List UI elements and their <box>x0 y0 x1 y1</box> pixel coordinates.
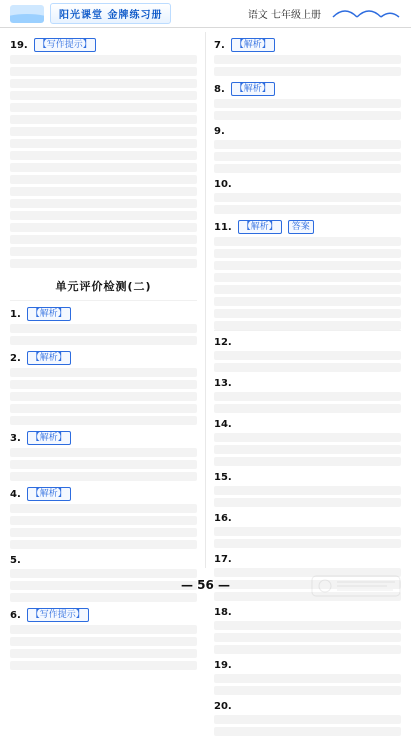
text-line <box>214 164 401 173</box>
answer-tag: 【解析】 <box>231 82 275 96</box>
right-q19-row <box>214 660 401 671</box>
text-line <box>10 460 197 469</box>
text-line <box>214 674 401 683</box>
text-line <box>10 404 197 413</box>
section-title: 单元评价检测(二) <box>55 280 152 293</box>
question-number: 8. <box>214 83 225 95</box>
brand-logo-icon <box>10 5 44 23</box>
text-line <box>214 686 401 695</box>
answer-tag: 【解析】 <box>231 38 275 52</box>
text-line <box>10 79 197 88</box>
text-line <box>214 140 401 149</box>
text-line <box>214 205 401 214</box>
left-top-block <box>10 38 197 268</box>
question-number: 1. <box>10 308 21 320</box>
left-q5-row <box>10 555 197 566</box>
text-line <box>214 321 401 330</box>
column-divider <box>205 32 206 568</box>
text-line <box>214 621 401 630</box>
left-q3-row <box>10 431 197 445</box>
text-line <box>10 516 197 525</box>
right-q14-row <box>214 419 401 430</box>
left-q4-row <box>10 487 197 501</box>
text-line <box>214 351 401 360</box>
text-line <box>214 309 401 318</box>
right-q8-row <box>214 82 401 96</box>
text-line <box>214 457 401 466</box>
right-q20-row <box>214 701 401 712</box>
right-divider <box>214 330 401 331</box>
text-line <box>214 285 401 294</box>
left-q19-row <box>10 38 197 52</box>
text-line <box>214 527 401 536</box>
right-q17-row <box>214 554 401 565</box>
answer-tag: 【解析】 <box>27 487 71 501</box>
watermark-icon <box>311 575 401 597</box>
text-line <box>10 163 197 172</box>
text-line <box>10 637 197 646</box>
text-line <box>214 193 401 202</box>
text-line <box>214 67 401 76</box>
section-divider <box>10 300 197 301</box>
text-line <box>214 633 401 642</box>
text-line <box>214 99 401 108</box>
page-header <box>0 0 411 28</box>
left-q2-row <box>10 351 197 365</box>
text-line <box>10 91 197 100</box>
question-number: 9. <box>214 126 225 137</box>
text-line <box>10 472 197 481</box>
text-line <box>10 392 197 401</box>
text-line <box>214 55 401 64</box>
text-line <box>10 540 197 549</box>
right-column <box>214 32 401 712</box>
text-line <box>10 380 197 389</box>
text-line <box>10 175 197 184</box>
text-line <box>214 486 401 495</box>
left-column <box>10 32 197 621</box>
right-q13-row <box>214 378 401 389</box>
answer-tag: 【解析】 <box>27 307 71 321</box>
text-line <box>10 223 197 232</box>
text-line <box>214 237 401 246</box>
answer-tag: 【解析】 <box>238 220 282 234</box>
text-line <box>10 67 197 76</box>
question-number: 19. <box>10 39 28 51</box>
text-line <box>214 392 401 401</box>
answer-tag: 【解析】 <box>27 431 71 445</box>
text-line <box>10 368 197 377</box>
header-right <box>248 5 401 23</box>
question-number: 20. <box>214 701 232 712</box>
question-number: 14. <box>214 419 232 430</box>
right-q15-row <box>214 472 401 483</box>
right-top-block <box>214 38 401 330</box>
right-lower-block <box>214 337 401 736</box>
text-line <box>10 151 197 160</box>
text-line <box>10 649 197 658</box>
question-number: 12. <box>214 337 232 348</box>
text-line <box>10 448 197 457</box>
text-line <box>10 127 197 136</box>
question-number: 6. <box>10 609 21 621</box>
question-number: 13. <box>214 378 232 389</box>
text-line <box>10 625 197 634</box>
text-line <box>10 661 197 670</box>
answer-tag: 【解析】 <box>27 351 71 365</box>
right-q9-row <box>214 126 401 137</box>
bird-decoration-icon <box>331 5 401 23</box>
text-line <box>214 152 401 161</box>
answer-label: 答案 <box>288 220 314 234</box>
text-line <box>10 103 197 112</box>
right-q10-row <box>214 179 401 190</box>
text-line <box>10 199 197 208</box>
question-number: 7. <box>214 39 225 51</box>
text-line <box>214 273 401 282</box>
text-line <box>10 187 197 196</box>
right-q7-row <box>214 38 401 52</box>
text-line <box>10 235 197 244</box>
question-number: 16. <box>214 513 232 524</box>
left-section-block <box>10 307 197 670</box>
text-line <box>10 528 197 537</box>
text-line <box>214 727 401 736</box>
text-line <box>214 249 401 258</box>
text-line <box>10 504 197 513</box>
question-number: 3. <box>10 432 21 444</box>
text-line <box>10 259 197 268</box>
text-line <box>10 324 197 333</box>
text-line <box>214 297 401 306</box>
text-line <box>10 336 197 345</box>
text-line <box>214 433 401 442</box>
left-q6-row <box>10 608 197 622</box>
question-number: 2. <box>10 352 21 364</box>
brand-title: 阳光课堂 金牌练习册 <box>50 3 171 24</box>
right-q11-row <box>214 220 401 234</box>
text-line <box>10 115 197 124</box>
text-line <box>214 404 401 413</box>
text-line <box>10 55 197 64</box>
text-line <box>214 445 401 454</box>
text-line <box>214 539 401 548</box>
question-number: 5. <box>10 555 21 566</box>
text-line <box>10 211 197 220</box>
text-line <box>214 111 401 120</box>
answer-tag: 【写作提示】 <box>34 38 96 52</box>
question-number: 19. <box>214 660 232 671</box>
question-number: 11. <box>214 221 232 233</box>
left-q1-row <box>10 307 197 321</box>
question-number: 10. <box>214 179 232 190</box>
text-line <box>10 416 197 425</box>
text-line <box>214 498 401 507</box>
question-number: 15. <box>214 472 232 483</box>
right-q18-row <box>214 607 401 618</box>
text-line <box>214 363 401 372</box>
question-number: 18. <box>214 607 232 618</box>
right-q16-row <box>214 513 401 524</box>
subject-grade: 语文 七年级上册 <box>247 10 321 21</box>
question-number: 17. <box>214 554 232 565</box>
page-footer <box>0 570 411 600</box>
text-line <box>214 645 401 654</box>
question-number: 4. <box>10 488 21 500</box>
page-number: — 56 — <box>180 578 231 592</box>
text-line <box>214 715 401 724</box>
text-line <box>10 247 197 256</box>
text-line <box>214 261 401 270</box>
two-column-content <box>10 32 401 712</box>
brand <box>10 3 171 24</box>
right-q12-row <box>214 337 401 348</box>
text-line <box>10 139 197 148</box>
answer-tag: 【写作提示】 <box>27 608 89 622</box>
